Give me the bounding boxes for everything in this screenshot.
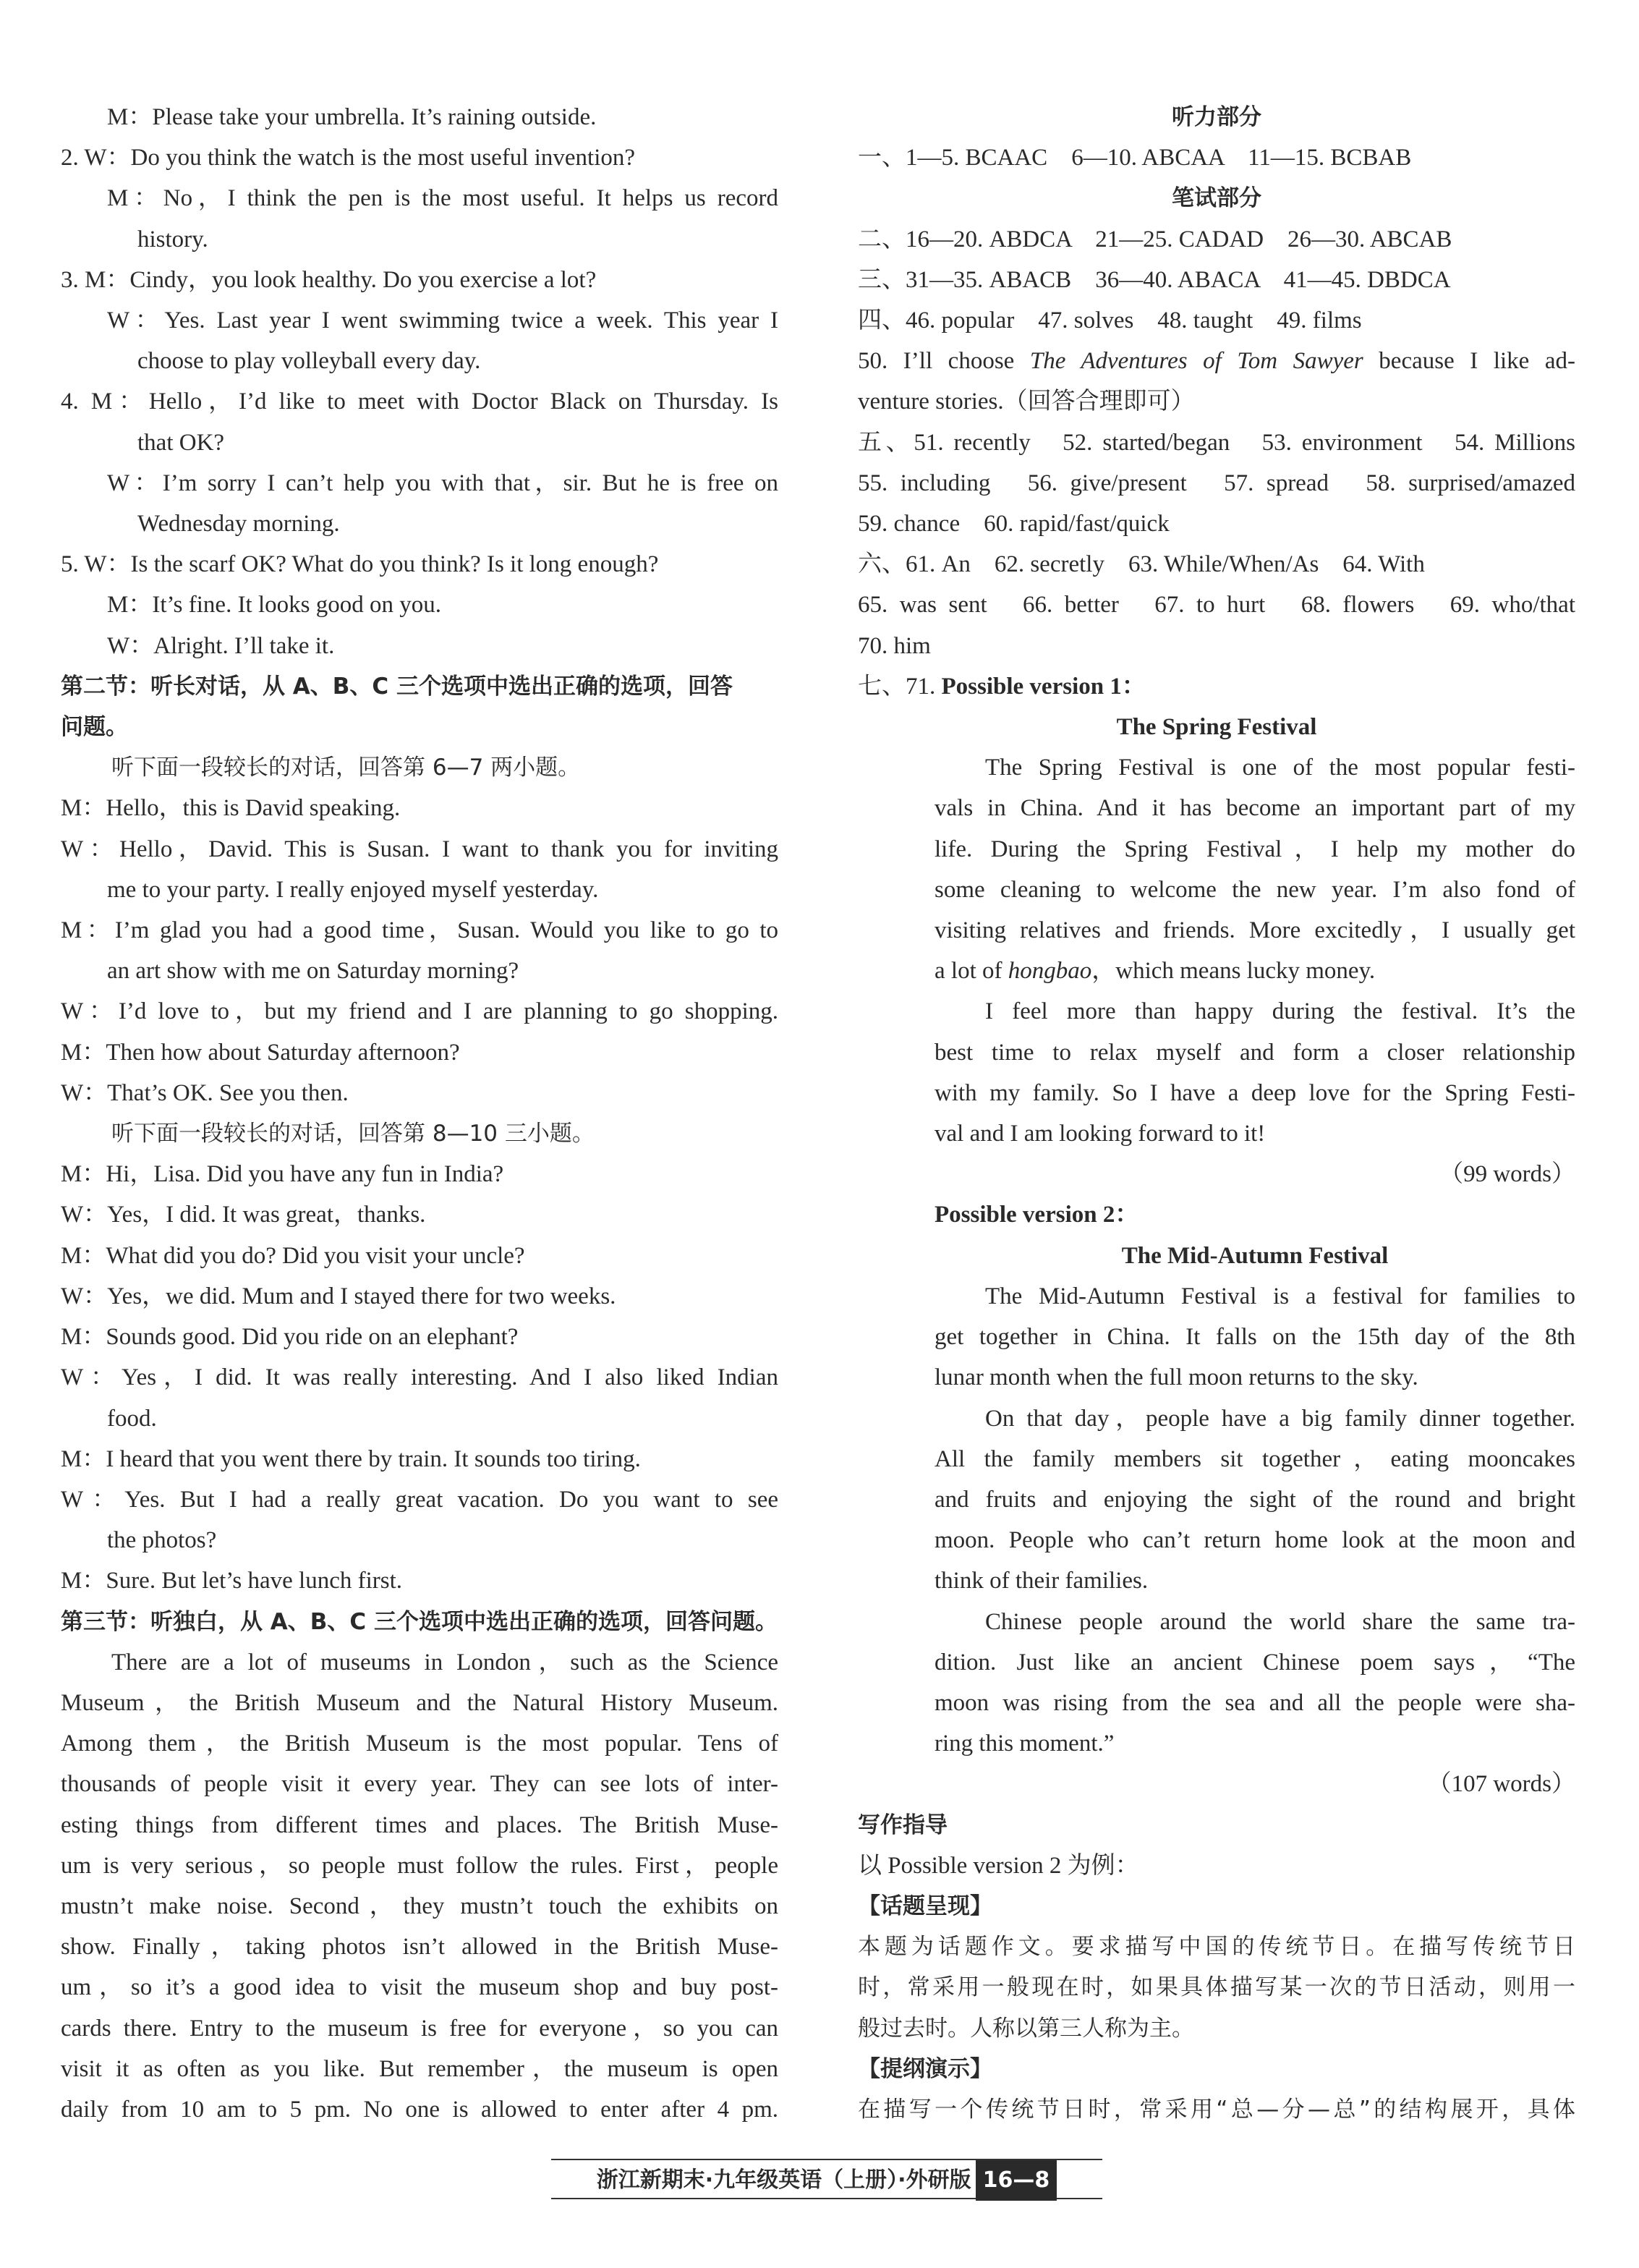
essay-line: life. During the Spring Festival，I help my mother do [935, 836, 1575, 862]
text-line: that OK? [137, 429, 225, 456]
essay-line: vals in China. And it has become an important part of my [935, 795, 1575, 822]
text-line: me to your party. I really enjoyed myself yesterday. [107, 876, 599, 903]
section-title-listening: 听力部分 [1172, 104, 1261, 130]
text-line: daily from 10 am to 5 pm. No one is allowed to enter after 4 pm. [61, 2096, 778, 2123]
instruction-line: 听下面一段较长的对话，回答第 6—7 两小题。 [111, 755, 581, 781]
essay-line [935, 951, 1575, 991]
answer-line: 55. including 56. give/present 57. spread 58. surprised/amazed [858, 470, 1575, 496]
section-heading: 【话题呈现】 [858, 1893, 992, 1919]
answer-line: 三、31—35. ABACB 36—40. ABACA 41—45. DBDCA [858, 266, 1451, 293]
text-line: 4. M：Hello，I’d like to meet with Doctor Black on Thursday. Is [61, 388, 778, 415]
essay-line: Chinese people around the world share the same tra- [985, 1608, 1575, 1635]
text-line: W：That’s OK. See you then. [61, 1079, 349, 1106]
essay-line: lunar month when the full moon returns to the sky. [935, 1364, 1418, 1391]
text-line: M：I heard that you went there by train. It sounds too tiring. [61, 1445, 641, 1472]
text-span: a lot of [935, 958, 1008, 985]
essay-line: I feel more than happy during the festival. It’s the [985, 998, 1575, 1025]
text-line: W：Yes. Last year I went swimming twice a week. This year I [107, 307, 778, 334]
word-count: （99 words） [1439, 1161, 1575, 1188]
text-line: an art show with me on Saturday morning? [107, 958, 519, 985]
answer-line: 70. him [858, 632, 931, 659]
text-line: show. Finally，taking photos isn’t allowed in the British Muse- [61, 1934, 778, 1961]
section-heading: 第二节：听长对话，从 A、B、C 三个选项中选出正确的选项，回答 [61, 673, 733, 700]
right-column [858, 97, 1575, 2130]
essay-line: ring this moment.” [935, 1730, 1115, 1757]
text-line: 本题为话题作文。要求描写中国的传统节日。在描写传统节日 [858, 1934, 1575, 1961]
version-label: Possible version 1： [941, 673, 1146, 700]
essay-title: The Spring Festival [1116, 714, 1317, 741]
text-span: ，which means lucky money. [1091, 958, 1376, 985]
text-line: 2. W：Do you think the watch is the most useful invention? [61, 145, 636, 171]
answer-line: 59. chance 60. rapid/fast/quick [858, 511, 1170, 538]
essay-line: All the family members sit together，eating mooncakes [935, 1445, 1575, 1472]
essay-line: moon was rising from the sea and all the people were sha- [935, 1689, 1575, 1716]
text-line: W：Yes. But I had a really great vacation. Do you want to see [61, 1486, 778, 1513]
text-line: 时，常采用一般现在时，如果具体描写某一次的节日活动，则用一 [858, 1974, 1575, 2001]
text-line: mustn’t make noise. Second，they mustn’t touch the exhibits on [61, 1893, 778, 1919]
text-line: the photos? [107, 1527, 217, 1554]
answer-line [858, 666, 1575, 707]
answer-line [858, 341, 1575, 381]
essay-line: moon. People who can’t return home look at the moon and [935, 1527, 1575, 1554]
text-line: Among them，the British Museum is the most popular. Tens of [61, 1730, 778, 1757]
text-line: W：I’d love to，but my friend and I are planning to go shopping. [61, 998, 778, 1025]
footer-title: 浙江新期末·九年级英语（上册）·外研版 [596, 2167, 971, 2193]
text-line: Museum，the British Museum and the Natural History Museum. [61, 1689, 778, 1716]
text-line: There are a lot of museums in London，such as the Science [111, 1649, 778, 1675]
text-line: W：Yes，I did. It was great，thanks. [61, 1202, 426, 1228]
essay-line: with my family. So I have a deep love for the Spring Festi- [935, 1079, 1575, 1106]
text-line: um is very serious，so people must follow the rules. First，people [61, 1852, 778, 1879]
text-line: Wednesday morning. [137, 511, 340, 538]
text-line: W：Hello，David. This is Susan. I want to thank you for inviting [61, 836, 778, 862]
essay-line: and fruits and enjoying the sight of the round and bright [935, 1486, 1575, 1513]
version-label: Possible version 2： [935, 1202, 1139, 1228]
essay-line: get together in China. It falls on the 15th day of the 8th [935, 1324, 1575, 1351]
text-line: W：Alright. I’ll take it. [107, 632, 335, 659]
text-line: M：Please take your umbrella. It’s raining outside. [107, 104, 597, 130]
text-line: esting things from different times and places. The British Muse- [61, 1812, 778, 1838]
text-line: 般过去时。人称以第三人称为主。 [858, 2015, 1194, 2042]
text-line: W：Yes，we did. Mum and I stayed there for two weeks. [61, 1283, 616, 1309]
answer-line: 65. was sent 66. better 67. to hurt 68. flowers 69. who/that [858, 592, 1575, 619]
text-line: W：Yes，I did. It was really interesting. And I also liked Indian [61, 1364, 778, 1391]
answer-line: 二、16—20. ABDCA 21—25. CADAD 26—30. ABCAB [858, 226, 1452, 252]
section-heading: 写作指导 [858, 1812, 948, 1838]
text-line: food. [107, 1405, 157, 1432]
essay-line: some cleaning to welcome the new year. I’m also fond of [935, 876, 1575, 903]
text-line: 以 Possible version 2 为例： [858, 1852, 1139, 1879]
answer-line: 一、1—5. BCAAC 6—10. ABCAA 11—15. BCBAB [858, 145, 1412, 171]
text-line: um，so it’s a good idea to visit the museum shop and buy post- [61, 1974, 778, 2001]
essay-line: dition. Just like an ancient Chinese poem says，“The [935, 1649, 1575, 1675]
text-line: M：Sure. But let’s have lunch first. [61, 1568, 403, 1594]
section-heading: 【提纲演示】 [858, 2055, 992, 2082]
page-number: 16—8 [976, 2160, 1057, 2201]
text-line: 5. W：Is the scarf OK? What do you think? Is it long enough? [61, 551, 659, 578]
text-span: hongbao [1008, 958, 1092, 985]
instruction-line: 听下面一段较长的对话，回答第 8—10 三小题。 [111, 1121, 595, 1147]
essay-line: On that day，people have a big family dinner together. [985, 1405, 1575, 1432]
left-column [61, 97, 778, 2130]
text-line: cards there. Entry to the museum is free for everyone，so you can [61, 2015, 778, 2042]
text-line: choose to play volleyball every day. [137, 348, 481, 375]
text-line: M：Then how about Saturday afternoon? [61, 1039, 460, 1066]
text-line: M：Hello，this is David speaking. [61, 795, 401, 822]
text-line: thousands of people visit it every year. They can see lots of inter- [61, 1771, 778, 1798]
word-count: （107 words） [1427, 1771, 1575, 1798]
text-line: M：Sounds good. Did you ride on an elephant? [61, 1324, 519, 1351]
section-title-writing: 笔试部分 [1172, 185, 1261, 212]
text-line: M：Hi，Lisa. Did you have any fun in India? [61, 1161, 504, 1188]
essay-line: visiting relatives and friends. More excitedly，I usually get [935, 917, 1575, 944]
essay-line: The Mid-Autumn Festival is a festival for families to [985, 1283, 1575, 1309]
text-span: 七、71. [858, 673, 942, 700]
answer-line: 六、61. An 62. secretly 63. While/When/As 64. With [858, 551, 1425, 578]
text-span: because I like ad- [1363, 348, 1576, 375]
section-heading: 问题。 [61, 714, 128, 741]
answer-line: 五、51. recently 52. started/began 53. environment 54. Millions [858, 429, 1575, 456]
essay-line: val and I am looking forward to it! [935, 1121, 1266, 1147]
text-span: 50. I’ll choose [858, 348, 1030, 375]
essay-title: The Mid-Autumn Festival [1121, 1242, 1389, 1269]
text-line: M：What did you do? Did you visit your uncle? [61, 1242, 525, 1269]
section-heading: 第三节：听独白，从 A、B、C 三个选项中选出正确的选项，回答问题。 [61, 1608, 778, 1635]
answer-line: venture stories.（回答合理即可） [858, 388, 1195, 415]
essay-line: think of their families. [935, 1568, 1149, 1594]
answer-line: 四、46. popular 47. solves 48. taught 49. films [858, 307, 1362, 334]
book-title: The Adventures of Tom Sawyer [1029, 348, 1363, 375]
text-line: M：I’m glad you had a good time，Susan. Would you like to go to [61, 917, 778, 944]
essay-line: best time to relax myself and form a closer relationship [935, 1039, 1575, 1066]
essay-line: The Spring Festival is one of the most popular festi- [985, 755, 1575, 781]
text-line: M：It’s fine. It looks good on you. [107, 592, 441, 619]
text-line: M：No，I think the pen is the most useful. It helps us record [107, 185, 778, 212]
text-line: 3. M：Cindy，you look healthy. Do you exercise a lot? [61, 266, 597, 293]
text-line: W：I’m sorry I can’t help you with that，sir. But he is free on [107, 470, 778, 496]
page-footer [551, 2159, 1102, 2199]
text-line: visit it as often as you like. But remember，the museum is open [61, 2055, 778, 2082]
text-line: 在描写一个传统节日时，常采用“总—分—总”的结构展开，具体 [858, 2096, 1575, 2123]
text-line: history. [137, 226, 208, 252]
